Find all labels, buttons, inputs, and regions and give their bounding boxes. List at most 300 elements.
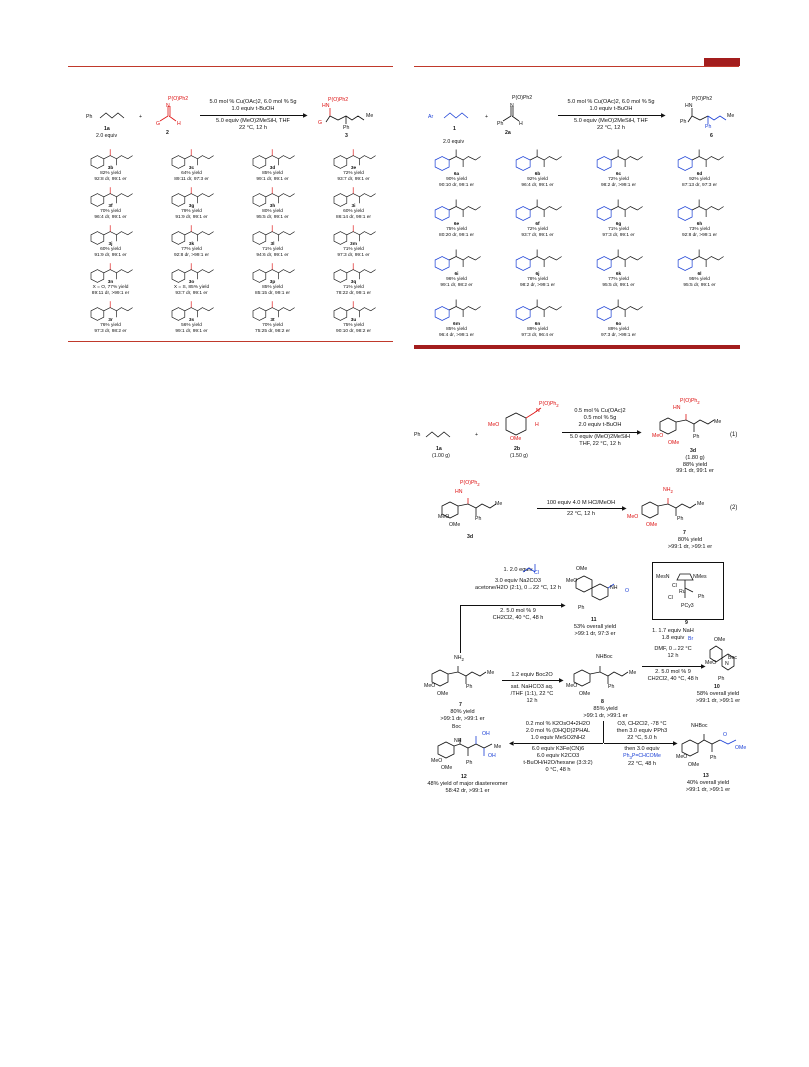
compound-cell-6j	[497, 246, 578, 292]
right-section-rule	[414, 345, 740, 349]
compound-cell-3o	[151, 260, 232, 298]
to8-conditions-below	[500, 684, 564, 705]
reactant-2-n: N	[166, 103, 170, 109]
reactant-2-g: G	[156, 121, 161, 127]
compound-selectivity: 92:8 dr, >99:1 er	[173, 252, 210, 258]
left-cond-line-4: 22 °C, 12 h	[238, 125, 268, 131]
compound-label: 3g	[188, 204, 195, 209]
compound-cell-3h	[232, 184, 313, 222]
compound-yield: 85% yield	[262, 171, 283, 177]
to13-conditions	[606, 721, 678, 742]
to10-product-yield: 58% overall yield	[696, 691, 740, 697]
left-cond-line-3: 5.0 equiv (MeO)2MeSiH, THF	[216, 118, 290, 124]
eq1-arrow	[562, 432, 640, 433]
to10-cond-4: 12 h	[667, 653, 679, 659]
p13-ome: OMe	[688, 762, 700, 768]
eq2-3d-ome: OMe	[449, 522, 461, 528]
eq1-ph: Ph	[414, 432, 421, 438]
compound-label: 3r	[108, 318, 113, 323]
compound-cell-3c	[151, 146, 232, 184]
compound-selectivity: 92:8 dr, 99:1 er	[94, 176, 127, 182]
compound-caption	[232, 166, 313, 182]
compound-structure-6n	[503, 296, 573, 324]
product-6-me: Me	[727, 113, 735, 119]
left-conditions	[198, 99, 308, 113]
header-rule-left	[68, 66, 393, 67]
right-conditions	[556, 99, 666, 113]
to13-conditions-below	[606, 746, 678, 768]
eq2-cond-1: 100 equiv 4.0 M HCl/MeOH	[546, 500, 616, 506]
compound-caption	[497, 272, 578, 288]
start7-sel: >99:1 dr, >99:1 er	[440, 715, 485, 722]
to12-cond-2: 2.0 mol % (DHQD)2PHAL	[525, 728, 591, 734]
compound-cell-3i	[313, 184, 394, 222]
compound-label: 6c	[615, 172, 622, 177]
left-conditions-below	[198, 118, 308, 132]
eq2-product-label: 7	[683, 530, 686, 536]
p10-ome: OMe	[714, 637, 726, 643]
p10-ph: Ph	[718, 676, 725, 682]
eq2-product-sel: >99:1 dr, >99:1 er	[667, 543, 713, 550]
compound-yield: 60% yield	[343, 209, 364, 215]
eq2-3d-me: Me	[495, 501, 503, 507]
compound-yield: 76% yield	[100, 323, 121, 329]
to12-product-label: 12	[461, 774, 467, 780]
to10-conditions	[640, 628, 706, 660]
to8-cond-2: sat. NaHCO3 aq.	[510, 684, 554, 690]
compound-cell-6f	[497, 196, 578, 242]
product-6-hn: HN	[685, 103, 693, 109]
compound-yield: 77% yield	[608, 277, 629, 283]
compound-cell-3s	[151, 298, 232, 336]
compound-cell-3k	[151, 222, 232, 260]
p12-oh1: OH	[482, 731, 490, 737]
cat9-nmes: NMes	[693, 574, 707, 580]
compound-caption	[70, 280, 151, 296]
to10-arrow-head: ▶	[701, 664, 706, 670]
to12-arrow	[514, 743, 603, 744]
compound-label: 3c	[188, 166, 195, 171]
product-6-label: 6	[710, 133, 713, 139]
compound-selectivity: 90:10 dr, 98:2 er	[336, 328, 371, 334]
compound-yield: 89% yield	[608, 327, 629, 333]
compound-selectivity: 75:25 dr, 98:2 er	[255, 328, 290, 334]
compound-cell-6l	[659, 246, 740, 292]
to11-conditions-below	[470, 608, 566, 622]
product-6-ph-blue: Ph	[705, 124, 712, 130]
compound-caption	[313, 204, 394, 220]
compound-cell-6g	[578, 196, 659, 242]
to13-cond-4: then 3.0 equiv	[624, 746, 660, 752]
compound-selectivity: 91:9 dr, 99:1 er	[94, 252, 127, 258]
compound-caption	[313, 242, 394, 258]
reactant-1a-ph: Ph	[86, 114, 93, 120]
compound-label: 3u	[350, 318, 357, 323]
catalyst-9-label: 9	[685, 620, 688, 626]
compound-selectivity: 85:15 dr, 99:1 er	[255, 290, 290, 296]
to13-arrow-head: ▶	[673, 741, 678, 747]
compound-yield: 71% yield	[262, 247, 283, 253]
right-cond-line-2: 1.0 equiv t-BuOH	[589, 106, 633, 112]
compound-cell-3f	[70, 184, 151, 222]
to13-cond-1: O3, CH2Cl2, -78 °C	[617, 721, 667, 727]
reactant-2-h: H	[177, 121, 181, 127]
eq2-3d-meo: MeO	[438, 514, 450, 520]
compound-selectivity: 96:4 dr, >99:1 er	[438, 332, 475, 338]
to10-cond-1: 1. 1.7 equiv NaH	[652, 628, 694, 634]
reactant-2a-h: H	[519, 121, 523, 127]
compound-cell-6h	[659, 196, 740, 242]
compound-yield: 73% yield	[689, 227, 710, 233]
start7-me: Me	[487, 670, 495, 676]
compound-yield: 75% yield	[446, 227, 467, 233]
p11-o: O	[625, 588, 630, 594]
to12-product-caption	[420, 781, 515, 794]
right-reaction-arrow	[558, 115, 664, 116]
compound-caption	[70, 242, 151, 258]
p12-meo: MeO	[431, 758, 443, 764]
to11-cond-2: 3.0 equiv Na2CO3	[494, 578, 542, 584]
eq1-r1-amount: (1.00 g)	[432, 453, 450, 459]
compound-caption	[578, 272, 659, 288]
compound-structure-6m	[422, 296, 492, 324]
p8-meo: MeO	[566, 683, 578, 689]
reactant-2a-ph: Ph	[497, 121, 504, 127]
compound-cell-3j	[70, 222, 151, 260]
product-3-me: Me	[366, 113, 374, 119]
compound-label: 3o	[188, 280, 195, 285]
compound-yield: 60% yield	[100, 247, 121, 253]
compound-yield: 90% yield	[446, 177, 467, 183]
product-3-label: 3	[345, 133, 348, 139]
compound-caption	[578, 222, 659, 238]
compound-label: 6d	[696, 172, 703, 177]
to13-product-caption	[676, 780, 740, 793]
cat9-pcy3: PCy3	[681, 603, 694, 609]
to13-cond-3: 22 °C, 5.0 h	[627, 735, 657, 741]
compound-cell-3e	[313, 146, 394, 184]
p12-ph: Ph	[466, 760, 473, 766]
to13-cond-5: 22 °C, 48 h	[627, 761, 657, 768]
eq1-cond-1: 0.5 mol % Cu(OAc)2	[574, 408, 626, 414]
eq2-arrow-head: ▶	[622, 506, 627, 512]
compound-selectivity: 98:2 dr, >99:1 er	[519, 282, 556, 288]
compound-label: 6f	[535, 222, 540, 227]
eq2-cond-2: 22 °C, 12 h	[566, 511, 596, 517]
compound-selectivity: 94:6 dr, 99:1 er	[256, 252, 289, 258]
compound-yield: 72% yield	[343, 171, 364, 177]
eq2-3d-group: $P(O)Ph_2$	[460, 480, 480, 488]
compound-caption	[497, 172, 578, 188]
compound-caption	[578, 172, 659, 188]
compound-cell-6b	[497, 146, 578, 192]
eq2-7-me: Me	[697, 501, 705, 507]
to10-cond-6: CH2Cl2, 40 °C, 48 h	[647, 676, 699, 682]
reactant-1-equiv: 2.0 equiv	[443, 139, 465, 145]
compound-caption	[416, 322, 497, 338]
p13-ome-ester: OMe	[735, 745, 747, 751]
compound-structure-6k	[584, 246, 654, 274]
compound-caption	[232, 242, 313, 258]
compound-label: 3s	[188, 318, 195, 323]
reactant-2a-group: P(O)Ph2	[512, 95, 533, 101]
eq1-conditions	[560, 408, 640, 429]
compound-caption	[151, 280, 232, 296]
eq1-product-amount: (1.80 g)	[685, 455, 705, 461]
compound-selectivity: 93:7 dr, 99:1 er	[521, 232, 554, 238]
compound-caption	[659, 172, 740, 188]
compound-cell-3t	[232, 298, 313, 336]
left-cond-line-2: 1.0 equiv t-BuOH	[231, 106, 275, 112]
to11-arrow-head: ▶	[561, 603, 566, 609]
product-3-group: P(O)Ph2	[328, 97, 349, 103]
compound-yield: 82% yield	[100, 171, 121, 177]
compound-label: 6m	[453, 322, 460, 327]
compound-yield: 71% yield	[608, 227, 629, 233]
to8-cond-3: /THF (1:1), 22 °C	[510, 691, 554, 697]
compound-yield: 71% yield	[343, 247, 364, 253]
compound-cell-6a	[416, 146, 497, 192]
to10-product-caption	[688, 691, 748, 704]
compound-yield: 85% yield	[262, 285, 283, 291]
to8-cond-1: 1.2 equiv Boc2O	[511, 672, 553, 678]
compound-selectivity: 91:9 dr, 99:1 er	[175, 214, 208, 220]
compound-structure-6b	[503, 146, 573, 174]
compound-caption	[313, 280, 394, 296]
compound-label: 6a	[453, 172, 460, 177]
compound-label: 3e	[350, 166, 357, 171]
compound-selectivity: 97:3 dr, >99:1 er	[600, 332, 637, 338]
compound-selectivity: 93:7 dr, 99:1 er	[175, 290, 208, 296]
to12-cond-3: 1.0 equiv MeSO2NH2	[530, 735, 586, 741]
compound-selectivity: 93:7 dr, 99:1 er	[337, 176, 370, 182]
eq1-product-sel: 99:1 dr, 99:1 er	[676, 468, 714, 475]
reactant-1-label: 1	[453, 126, 456, 132]
compound-yield: X = O, 77% yield	[92, 285, 129, 291]
eq2-7-meo: MeO	[627, 514, 639, 520]
compound-label: 6h	[696, 222, 703, 227]
product-3-ph: Ph	[343, 125, 350, 131]
compound-caption	[232, 318, 313, 334]
eq2-number: (2)	[730, 505, 738, 511]
compound-structure-6j	[503, 246, 573, 274]
compound-cell-6n	[497, 296, 578, 342]
eq2-7-ome: OMe	[646, 522, 658, 528]
compound-caption	[497, 322, 578, 338]
compound-yield: X = S, 85% yield	[173, 285, 210, 291]
compound-selectivity: 99:1 dr, 98:2 er	[440, 282, 473, 288]
compound-selectivity: 95:5 dr, 99:1 er	[602, 282, 635, 288]
p12-boc: Boc	[452, 724, 461, 730]
reactant-2a-n: N	[510, 103, 514, 109]
to8-product-caption	[568, 706, 643, 719]
compound-caption	[416, 172, 497, 188]
compound-label: 6g	[615, 222, 622, 227]
compound-label: 3l	[270, 242, 275, 247]
compound-label: 3t	[270, 318, 275, 323]
compound-selectivity: 96:4 dr, 99:1 er	[94, 214, 127, 220]
to12-cond-1: 0.2 mol % K2OsO4•2H2O	[525, 721, 591, 727]
start7-meo: MeO	[424, 683, 436, 689]
eq2-3d-hn: HN	[455, 489, 463, 495]
to13-product-label: 13	[703, 773, 709, 779]
p11-ph: Ph	[578, 605, 585, 611]
p11-nh: NH	[610, 585, 618, 591]
p12-ome: OMe	[441, 765, 453, 771]
compound-label: 3q	[350, 280, 357, 285]
to13-cond-2: then 3.0 equiv PPh3	[616, 728, 668, 734]
eq1-2b-group: $P(O)Ph_2$	[539, 401, 559, 409]
eq1-r1-label: 1a	[436, 446, 442, 452]
plus-sign-right: +	[485, 114, 489, 120]
compound-structure-6i	[422, 246, 492, 274]
to11-conditions	[470, 567, 566, 592]
p10-n: N	[725, 661, 729, 667]
to8-conditions	[500, 672, 564, 679]
p11-ome: OMe	[576, 566, 588, 572]
compound-selectivity: 95:5 dr, 99:1 er	[256, 214, 289, 220]
diene-1a-bottom	[420, 428, 460, 442]
to12-cond-4: 6.0 equiv K3Fe(CN)6	[531, 746, 585, 752]
header-corner-tag	[704, 58, 740, 66]
compound-yield: 78% yield	[527, 277, 548, 283]
eq1-cond-4: 5.0 equiv (MeO)2MeSiH	[570, 434, 630, 440]
right-cond-line-3: 5.0 equiv (MeO)2MeSiH, THF	[574, 118, 648, 124]
left-arrow-head: ▶	[303, 113, 308, 119]
compound-yield: 79% yield	[181, 209, 202, 215]
p8-nhboc: NHBoc	[596, 654, 613, 660]
right-conditions-below	[556, 118, 666, 132]
compound-selectivity: 99:1 dr, 99:1 er	[256, 176, 289, 182]
right-cond-line-1: 5.0 mol % Cu(OAc)2, 6.0 mol % 5g	[567, 99, 655, 105]
compound-cell-3q	[313, 260, 394, 298]
to12-product-sel: 58:42 dr, >99:1 er	[445, 787, 490, 794]
to13-product-yield: 40% overall yield	[686, 780, 730, 786]
left-cond-line-1: 5.0 mol % Cu(OAc)2, 6.0 mol % 5g	[209, 99, 297, 105]
compound-caption	[578, 322, 659, 338]
to10-cond-3: DMF, 0→22 °C	[654, 646, 692, 652]
compound-yield: 72% yield	[608, 177, 629, 183]
p10-boc: Boc	[728, 655, 737, 661]
eq1-product-caption	[660, 455, 730, 475]
to12-product-yield: 48% yield of major diastereomer	[427, 781, 508, 787]
compound-selectivity: 97:3 dr, 99:1 er	[602, 232, 635, 238]
compound-selectivity: 90:10 dr, 99:1 er	[439, 182, 474, 188]
to12-conditions-below	[512, 746, 604, 774]
compound-label: 6l	[697, 272, 702, 277]
compound-selectivity: 98:2 dr, >99:1 er	[600, 182, 637, 188]
to11-cond-3: acetone/H2O (2:1), 0→22 °C, 12 h	[475, 585, 561, 591]
cat9-ph: Ph	[698, 594, 705, 600]
compound-structure-6c	[584, 146, 654, 174]
start7-yield: 80% yield	[450, 709, 475, 715]
compound-structure-6l	[665, 246, 735, 274]
compound-selectivity: 78:22 dr, 99:1 er	[336, 290, 371, 296]
to11-connector	[460, 605, 461, 653]
to12-arrow-head: ◀	[509, 741, 514, 747]
compound-label: 6i	[454, 272, 459, 277]
eq1-product-yield: 88% yield	[682, 461, 708, 468]
compound-cell-3n	[70, 260, 151, 298]
compound-yield: 56% yield	[181, 323, 202, 329]
compound-label: 6o	[615, 322, 622, 327]
compound-yield: 64% yield	[181, 171, 202, 177]
p8-ph: Ph	[608, 684, 615, 690]
compound-structure-6f	[503, 196, 573, 224]
compound-label: 3i	[351, 204, 356, 209]
compound-yield: 75% yield	[343, 323, 364, 329]
right-arrow-head: ▶	[661, 113, 666, 119]
compound-caption	[151, 166, 232, 182]
p12-me: Me	[494, 744, 502, 750]
eq1-3d-ome: OMe	[668, 440, 680, 446]
compound-selectivity: 87:13 dr, 97:3 er	[682, 182, 717, 188]
to8-arrow-head: ▶	[559, 678, 564, 684]
compound-cell-3l	[232, 222, 313, 260]
compound-caption	[416, 272, 497, 288]
compound-cell-6m	[416, 296, 497, 342]
eq1-plus: +	[475, 432, 479, 438]
product-3-hn: HN	[322, 103, 330, 109]
compound-label: 3d	[269, 166, 276, 171]
compound-structure-6o	[584, 296, 654, 324]
compound-cell-6k	[578, 246, 659, 292]
header-rule-right	[414, 66, 739, 67]
eq1-cond-2: 0.5 mol % 5g	[583, 415, 617, 421]
compound-selectivity: 92:8 dr, >99:1 er	[681, 232, 718, 238]
reactant-1a-label: 1a	[104, 126, 110, 132]
cat9-cl2: Cl	[668, 595, 673, 601]
compound-yield: 89% yield	[527, 327, 548, 333]
compound-cell-3p	[232, 260, 313, 298]
compound-yield: 95% yield	[689, 277, 710, 283]
compound-label: 3f	[108, 204, 113, 209]
to10-product-label: 10	[714, 684, 720, 690]
eq1-2b-ome: OMe	[510, 436, 522, 442]
reactant-3d-eq2	[434, 484, 504, 528]
p13-o: O	[723, 732, 728, 738]
compound-caption	[497, 222, 578, 238]
start7-ph: Ph	[466, 684, 473, 690]
compound-caption	[151, 204, 232, 220]
to10-arrow	[642, 666, 704, 667]
to8-arrow	[502, 680, 562, 681]
to12-conditions	[512, 721, 604, 742]
start7-label: 7	[459, 702, 462, 708]
to11-cond-1: 1. 2.0 equiv	[503, 567, 533, 573]
compound-caption	[313, 318, 394, 334]
p8-me: Me	[629, 670, 637, 676]
compound-caption	[416, 222, 497, 238]
compound-structure-6d	[665, 146, 735, 174]
compound-label: 6j	[535, 272, 540, 277]
eq2-reactant-label: 3d	[467, 534, 474, 540]
eq1-3d-hn: HN	[673, 405, 681, 411]
eq2-7-ph: Ph	[677, 516, 684, 522]
start7-ome: OMe	[437, 691, 449, 697]
compound-structure-6g	[584, 196, 654, 224]
to12-cond-5: 6.0 equiv K2CO3	[536, 753, 580, 759]
compound-selectivity: 95:5 dr, 99:1 er	[683, 282, 716, 288]
compound-label: 3b	[107, 166, 114, 171]
to8-product-yield: 85% yield	[593, 706, 618, 712]
acryloyl-cl: Cl	[534, 570, 539, 576]
to12-cond-6: t-BuOH/H2O/hexane (3:3:2)	[523, 760, 593, 766]
compound-label: 6k	[615, 272, 622, 277]
to10-product-sel: >99:1 dr, >99:1 er	[695, 697, 741, 704]
compound-caption	[70, 204, 151, 220]
compound-yield: 96% yield	[446, 277, 467, 283]
